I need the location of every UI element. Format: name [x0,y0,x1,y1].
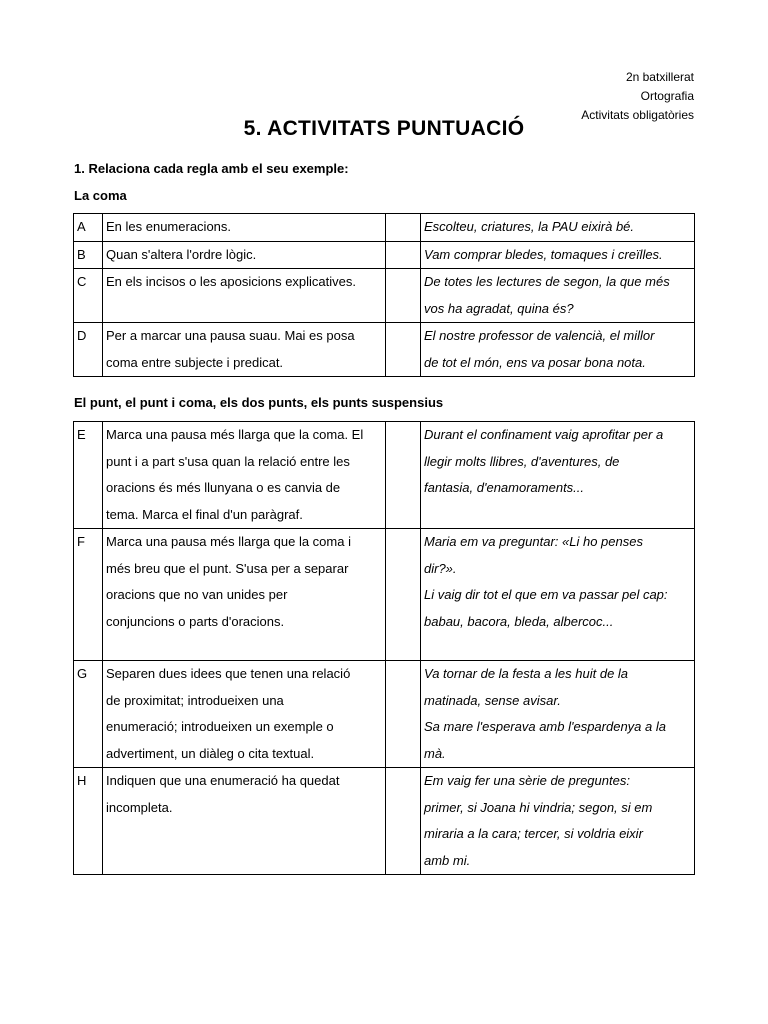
table-row [74,323,695,377]
course-label: 2n batxillerat [625,70,694,84]
example-text [421,241,695,269]
table-row [74,269,695,323]
example-line: vos ha agradat, quina és? [424,300,574,316]
rule-line: punt i a part s'usa quan la relació entre les [106,453,350,469]
rules-table-la-coma [73,213,695,377]
rule-text [103,214,386,242]
rule-text [103,768,386,875]
example-line: Escolteu, criatures, la PAU eixirà bé. [424,219,635,234]
example-text [421,323,695,377]
subject-label: Ortografia [640,89,694,103]
rule-line: coma entre subjecte i predicat. [106,354,284,370]
example-line: mà. [424,745,446,761]
rule-letter: D [74,323,103,377]
rule-line: Indiquen que una enumeració ha quedat [106,773,340,788]
example-line: Vam comprar bledes, tomaques i creïlles. [424,246,663,262]
rule-line: tema. Marca el final d'un paràgraf. [106,506,303,522]
rule-text [103,323,386,377]
rule-letter: E [74,422,103,529]
example-line: Li vaig dir tot el que em va passar pel cap: [424,587,668,602]
rule-letter: G [74,661,103,768]
table-row [74,768,695,875]
example-line: amb mi. [424,852,471,868]
example-line: Sa mare l'esperava amb l'espardenya a la [424,719,666,734]
rule-line: enumeració; introdueixen un exemple o [106,719,334,734]
rule-line: conjuncions o parts d'oracions. [106,613,285,629]
section-title-punts: El punt, el punt i coma, els dos punts, els punts suspensius [74,395,444,410]
rule-line: incompleta. [106,799,173,815]
table-row [74,661,695,768]
rule-line: més breu que el punt. S'usa per a separar [106,560,349,576]
answer-cell[interactable] [386,422,421,529]
example-line: miraria a la cara; tercer, si voldria eixir [424,826,643,841]
rule-letter: B [74,241,103,269]
answer-cell[interactable] [386,529,421,661]
example-line: primer, si Joana hi vindria; segon, si em [424,799,653,815]
rule-letter: H [74,768,103,875]
example-text [421,269,695,323]
rule-text [103,529,386,661]
example-line: De totes les lectures de segon, la que més [424,274,670,289]
rule-line: Separen dues idees que tenen una relació [106,666,351,681]
rule-line: advertiment, un diàleg o cita textual. [106,745,315,761]
section-title-la-coma: La coma [74,188,127,203]
example-line: llegir molts llibres, d'aventures, de [424,453,620,469]
table-row [74,529,695,661]
example-text [421,214,695,242]
instruction: 1. Relaciona cada regla amb el seu exemple: [74,161,349,176]
rule-letter: A [74,214,103,242]
rule-line: oracions que no van unides per [106,587,288,602]
example-line: Maria em va preguntar: «Li ho penses [424,534,643,549]
rule-line: Quan s'altera l'ordre lògic. [106,246,257,262]
example-text [421,422,695,529]
example-line: babau, bacora, bleda, albercoc... [424,613,614,629]
table-row [74,422,695,529]
rules-table-punts [73,421,695,875]
example-text [421,529,695,661]
answer-cell[interactable] [386,661,421,768]
rule-line: En les enumeracions. [106,219,232,234]
rule-line: oracions és més llunyana o es canvia de [106,480,341,495]
example-line: Va tornar de la festa a les huit de la [424,666,629,681]
example-line: dir?». [424,560,457,576]
rule-text [103,269,386,323]
answer-cell[interactable] [386,241,421,269]
answer-cell[interactable] [386,323,421,377]
example-line: matinada, sense avisar. [424,692,561,708]
rule-line: Marca una pausa més llarga que la coma i [106,534,351,549]
rule-letter: C [74,269,103,323]
table-row [74,214,695,242]
example-line: Em vaig fer una sèrie de preguntes: [424,773,630,788]
example-line: fantasia, d'enamoraments... [424,480,585,495]
rule-text [103,422,386,529]
rule-line: En els incisos o les aposicions explicatives. [106,274,357,289]
rule-line: Marca una pausa més llarga que la coma. El [106,427,364,442]
rule-text [103,241,386,269]
answer-cell[interactable] [386,768,421,875]
rule-letter: F [74,529,103,661]
answer-cell[interactable] [386,269,421,323]
answer-cell[interactable] [386,214,421,242]
table-row [74,241,695,269]
example-line: El nostre professor de valencià, el millor [424,328,655,343]
page-title: 5. ACTIVITATS PUNTUACIÓ [243,117,525,140]
example-text [421,661,695,768]
category-label: Activitats obligatòries [581,108,694,122]
rule-text [103,661,386,768]
example-line: Durant el confinament vaig aprofitar per a [424,427,664,442]
rule-line: Per a marcar una pausa suau. Mai es posa [106,328,355,343]
example-line: de tot el món, ens va posar bona nota. [424,354,646,370]
example-text [421,768,695,875]
rule-line: de proximitat; introdueixen una [106,692,284,708]
